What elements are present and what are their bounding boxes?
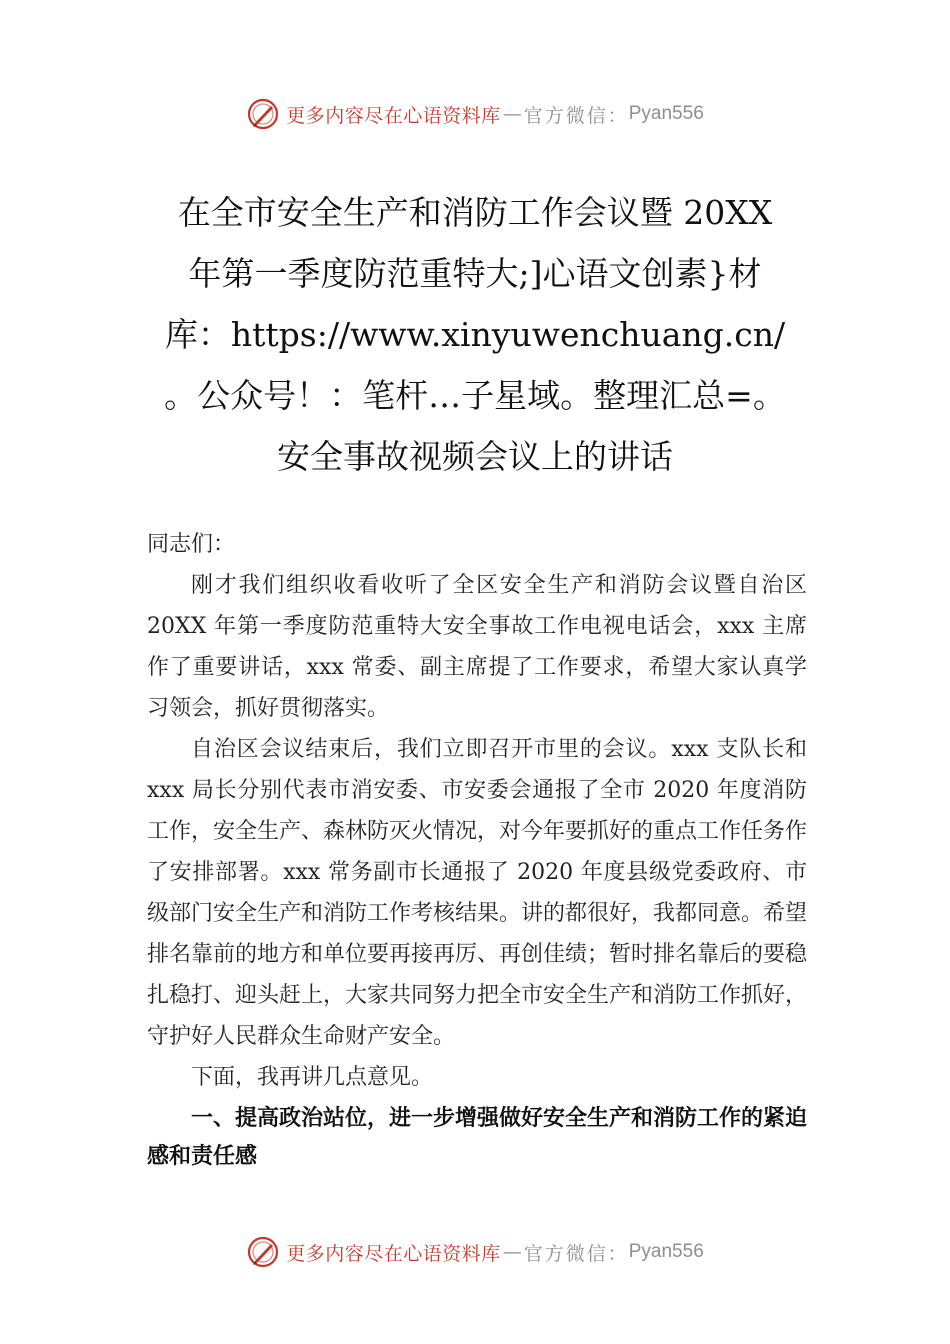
pen-logo-icon: [246, 1235, 280, 1269]
banner-wechat-id: Pyan556: [628, 103, 704, 124]
document-title: [120, 182, 830, 487]
banner-main-text: 更多内容尽在心语资料库: [286, 1242, 501, 1265]
salutation: 同志们：: [147, 532, 236, 557]
section-heading: 一、提高政治站位，进一步增强做好安全生产和消防工作的紧迫感和责任感: [147, 1106, 808, 1169]
pen-logo-icon: [246, 97, 280, 131]
banner-dash: —: [502, 103, 522, 125]
paragraph: 下面，我再讲几点意见。: [191, 1065, 434, 1090]
header-banner: [0, 94, 950, 134]
paragraph: 自治区会议结束后，我们立即召开市里的会议。xxx 支队长和 xxx 局长分别代表市消安委、市安委会通报了全市 2020 年度消防工作，安全生产、森林防灭火情况，对今年要抓好的重点工作任务作了安排部署。xxx 常务副市长通报了 2020 年度县级党委政府、市级部门安全生产和消防工作考核结果。讲的都很好，我都同意。希望排名靠前的地方和单位要再接再厉、再创佳绩；暂时排名靠后的要稳扎稳打、迎头赶上，大家共同努力把全市安全生产和消防工作抓好，守护好人民群众生命财产安全。: [147, 737, 808, 1049]
title-line: 年第一季度防范重特大;]心语文创素}材: [188, 254, 762, 293]
title-line: 。公众号！：笔杆…子星域。整理汇总=。: [164, 376, 786, 415]
title-line: 库：https://www.xinyuwenchuang.cn/: [164, 315, 786, 354]
paragraph: 刚才我们组织收看收听了全区安全生产和消防会议暨自治区 20XX 年第一季度防范重特大安全事故工作电视电话会，xxx 主席作了重要讲话，xxx 常委、副主席提了工作要求，希望大家认真学习领会，抓好贯彻落实。: [147, 573, 807, 721]
document-body: [147, 524, 807, 1176]
banner-main-text: 更多内容尽在心语资料库: [286, 104, 501, 127]
title-line: 安全事故视频会议上的讲话: [277, 437, 673, 476]
footer-banner: [0, 1232, 950, 1272]
title-line: 在全市安全生产和消防工作会议暨 20XX: [177, 193, 773, 232]
banner-label: 官方微信：: [523, 1242, 629, 1265]
banner-wechat-id: Pyan556: [628, 1241, 704, 1262]
banner-label: 官方微信：: [523, 104, 629, 127]
banner-dash: —: [502, 1241, 522, 1263]
